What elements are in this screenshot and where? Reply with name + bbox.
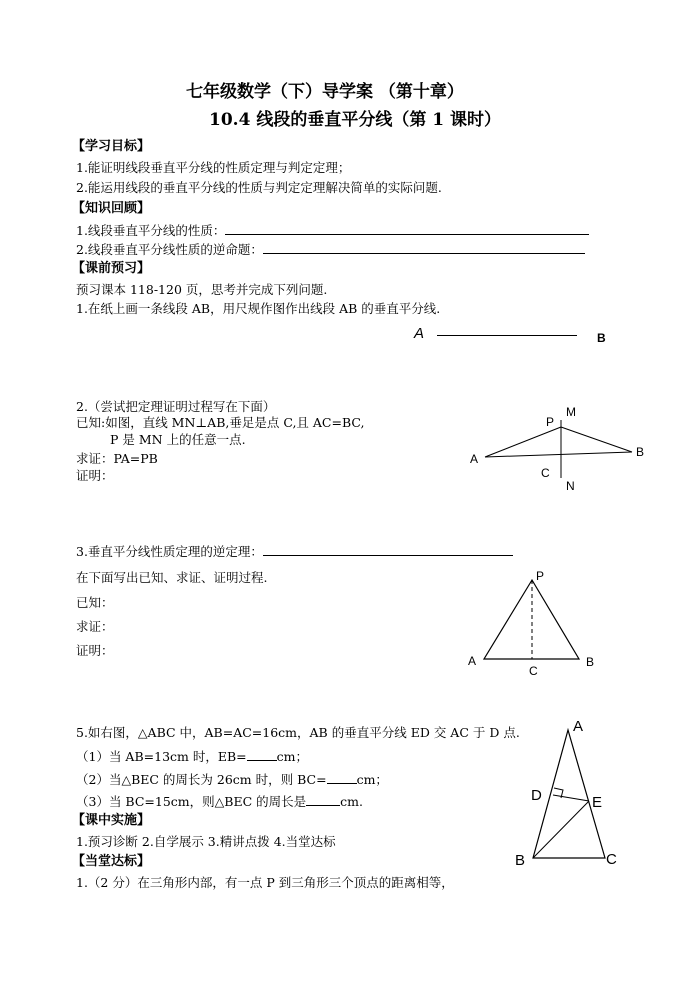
segment-ab — [485, 452, 632, 457]
label-a: A — [468, 654, 477, 668]
label-p: P — [536, 569, 545, 583]
label-c: C — [541, 466, 550, 480]
label-b: B — [515, 852, 526, 869]
question-3-proof: 证明： — [76, 643, 114, 658]
triangle-abc-figure — [508, 710, 638, 870]
question-2-given-2: P 是 MN 上的任意一点. — [110, 432, 246, 447]
label-n: N — [566, 479, 575, 493]
label-m: M — [566, 405, 576, 419]
preview-heading: 【课前预习】 — [72, 261, 151, 276]
class-heading: 【课中实施】 — [72, 813, 151, 828]
label-b: B — [636, 445, 645, 459]
review-item: 2.线段垂直平分线性质的逆命题： — [76, 241, 585, 258]
question-3-title: 3.垂直平分线性质定理的逆定理： — [76, 543, 513, 560]
question-5-item: （3）当 BC=15cm，则△BEC 的周长是 cm. — [76, 794, 363, 809]
label-c: C — [606, 851, 617, 868]
review-heading: 【知识回顾】 — [72, 201, 151, 216]
label-e: E — [592, 794, 603, 811]
point-label-b: B — [597, 331, 606, 345]
question-5-item: （1）当 AB=13cm 时，EB= cm； — [76, 749, 308, 764]
goals-heading: 【学习目标】 — [72, 139, 151, 154]
standard-heading: 【当堂达标】 — [72, 854, 151, 869]
answer-blank[interactable] — [263, 543, 513, 556]
answer-blank[interactable] — [263, 241, 585, 254]
right-angle-mark — [554, 788, 563, 798]
label-d: D — [531, 787, 542, 804]
triangle-pab — [484, 580, 579, 659]
review-item: 1.线段垂直平分线的性质： — [76, 222, 589, 239]
question-1: 1.在纸上画一条线段 AB，用尺规作图作出线段 AB 的垂直平分线. — [76, 301, 441, 316]
standard-question-1: 1.（2 分）在三角形内部，有一点 P 到三角形三个顶点的距离相等， — [76, 875, 454, 890]
label-a: A — [573, 718, 584, 735]
page-title: 七年级数学（下）导学案 （第十章） — [186, 82, 464, 102]
segment-de — [553, 795, 589, 801]
goal-item: 2.能运用线段的垂直平分线的性质与判定定理解决简单的实际问题. — [76, 180, 442, 195]
question-2-given: 已知:如图，直线 MN⊥AB,垂足是点 C,且 AC=BC, — [76, 415, 365, 430]
segment-ab — [437, 335, 577, 336]
perpendicular-bisector-figure — [460, 398, 660, 498]
label-b: B — [586, 655, 595, 669]
goal-item: 1.能证明线段垂直平分线的性质定理与判定定理； — [76, 160, 351, 175]
question-3-prove: 求证： — [76, 619, 114, 634]
page-subtitle: 10.4 线段的垂直平分线（第 1 课时） — [209, 110, 501, 130]
preview-intro: 预习课本 118-120 页，思考并完成下列问题. — [76, 282, 328, 297]
label-p: P — [546, 415, 555, 429]
isosceles-triangle-figure — [462, 568, 612, 683]
question-2-proof: 证明： — [76, 468, 114, 483]
question-3-instruction: 在下面写出已知、求证、证明过程. — [76, 570, 268, 585]
answer-blank[interactable] — [306, 793, 340, 806]
label-a: A — [470, 452, 479, 466]
answer-blank[interactable] — [247, 748, 277, 761]
question-5-title: 5.如右图，△ABC 中，AB=AC=16cm，AB 的垂直平分线 ED 交 AC 于 D 点. — [76, 725, 520, 740]
segment-pb — [561, 427, 632, 452]
answer-blank[interactable] — [225, 222, 589, 235]
point-label-a: A — [414, 325, 425, 342]
question-2-title: 2.（尝试把定理证明过程写在下面） — [76, 399, 276, 414]
segment-pa — [485, 427, 561, 457]
answer-blank[interactable] — [327, 771, 357, 784]
question-5-item: （2）当△BEC 的周长为 26cm 时，则 BC= cm； — [76, 772, 388, 787]
label-c: C — [529, 664, 538, 678]
class-steps: 1.预习诊断 2.自学展示 3.精讲点拨 4.当堂达标 — [76, 834, 336, 849]
question-3-given: 已知： — [76, 595, 114, 610]
question-2-prove: 求证：PA=PB — [76, 451, 158, 466]
